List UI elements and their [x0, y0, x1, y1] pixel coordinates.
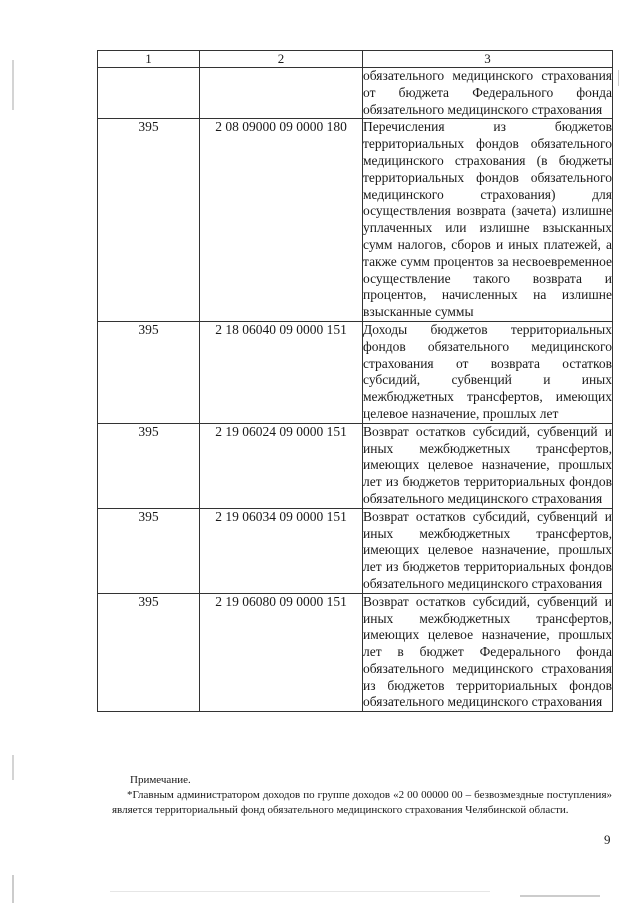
column-header-1: 1 [98, 51, 200, 68]
scan-artifact [12, 755, 14, 780]
note-title: Примечание. [130, 774, 191, 786]
revenue-code [200, 68, 363, 119]
revenue-code: 2 08 09000 09 0000 180 [200, 119, 363, 322]
scan-artifact [618, 70, 619, 86]
revenue-code: 2 19 06034 09 0000 151 [200, 508, 363, 593]
table-row [98, 321, 613, 423]
table-header-row [98, 51, 613, 68]
table-row [98, 423, 613, 508]
administrator-code: 395 [98, 119, 200, 322]
footnote [112, 773, 612, 818]
table-row [98, 119, 613, 322]
scan-artifact [520, 895, 600, 897]
revenue-description: Возврат остатков субсидий, субвенций и иных межбюджетных трансфертов, имеющих целевое назначение, прошлых лет из бюджетов территориальных фондов обязательного медицинского страхования [363, 423, 613, 508]
revenue-code: 2 18 06040 09 0000 151 [200, 321, 363, 423]
page-number: 9 [604, 832, 611, 847]
table-row [98, 508, 613, 593]
administrator-code: 395 [98, 321, 200, 423]
administrator-code: 395 [98, 593, 200, 712]
administrator-code [98, 68, 200, 119]
scan-artifact [12, 875, 14, 903]
revenue-description: Возврат остатков субсидий, субвенций и иных межбюджетных трансфертов, имеющих целевое назначение, прошлых лет из бюджетов территориальных фондов обязательного медицинского страхования [363, 508, 613, 593]
column-header-3: 3 [363, 51, 613, 68]
revenue-code: 2 19 06024 09 0000 151 [200, 423, 363, 508]
administrator-code: 395 [98, 508, 200, 593]
administrator-code: 395 [98, 423, 200, 508]
column-header-2: 2 [200, 51, 363, 68]
table-row [98, 68, 613, 119]
table-row [98, 593, 613, 712]
revenue-code: 2 19 06080 09 0000 151 [200, 593, 363, 712]
revenue-description: обязательного медицинского страхования от бюджета Федерального фонда обязательного медицинского страхования [363, 68, 613, 119]
revenue-classification-table [97, 50, 613, 712]
revenue-description: Доходы бюджетов территориальных фондов обязательного медицинского страхования от возврата остатков субсидий, субвенций и иных межбюджетных трансфертов, имеющих целевое назначение, прошлых лет [363, 321, 613, 423]
scan-artifact [12, 60, 14, 110]
scan-artifact [110, 891, 490, 892]
revenue-description: Возврат остатков субсидий, субвенций и иных межбюджетных трансфертов, имеющих целевое назначение, прошлых лет в бюджет Федерального фонда обязательного медицинского страхования из бюджетов территориальных фондов обязательного медицинского страхования [363, 593, 613, 712]
revenue-description: Перечисления из бюджетов территориальных фондов обязательного медицинского страхования (в бюджеты территориальных фондов обязательного медицинского страхования) для осуществления возврата (зачета) излишне уплаченных или излишне взысканных сумм налогов, сборов и иных платежей, а также сумм процентов за несвоевременное осуществление такого возврата и процентов, начисленных на излишне взысканные суммы [363, 119, 613, 322]
note-text: *Главным администратором доходов по группе доходов «2 00 00000 00 – безвозмездные поступления» является территориальный фонд обязательного медицинского страхования Челябинской области. [112, 789, 612, 816]
